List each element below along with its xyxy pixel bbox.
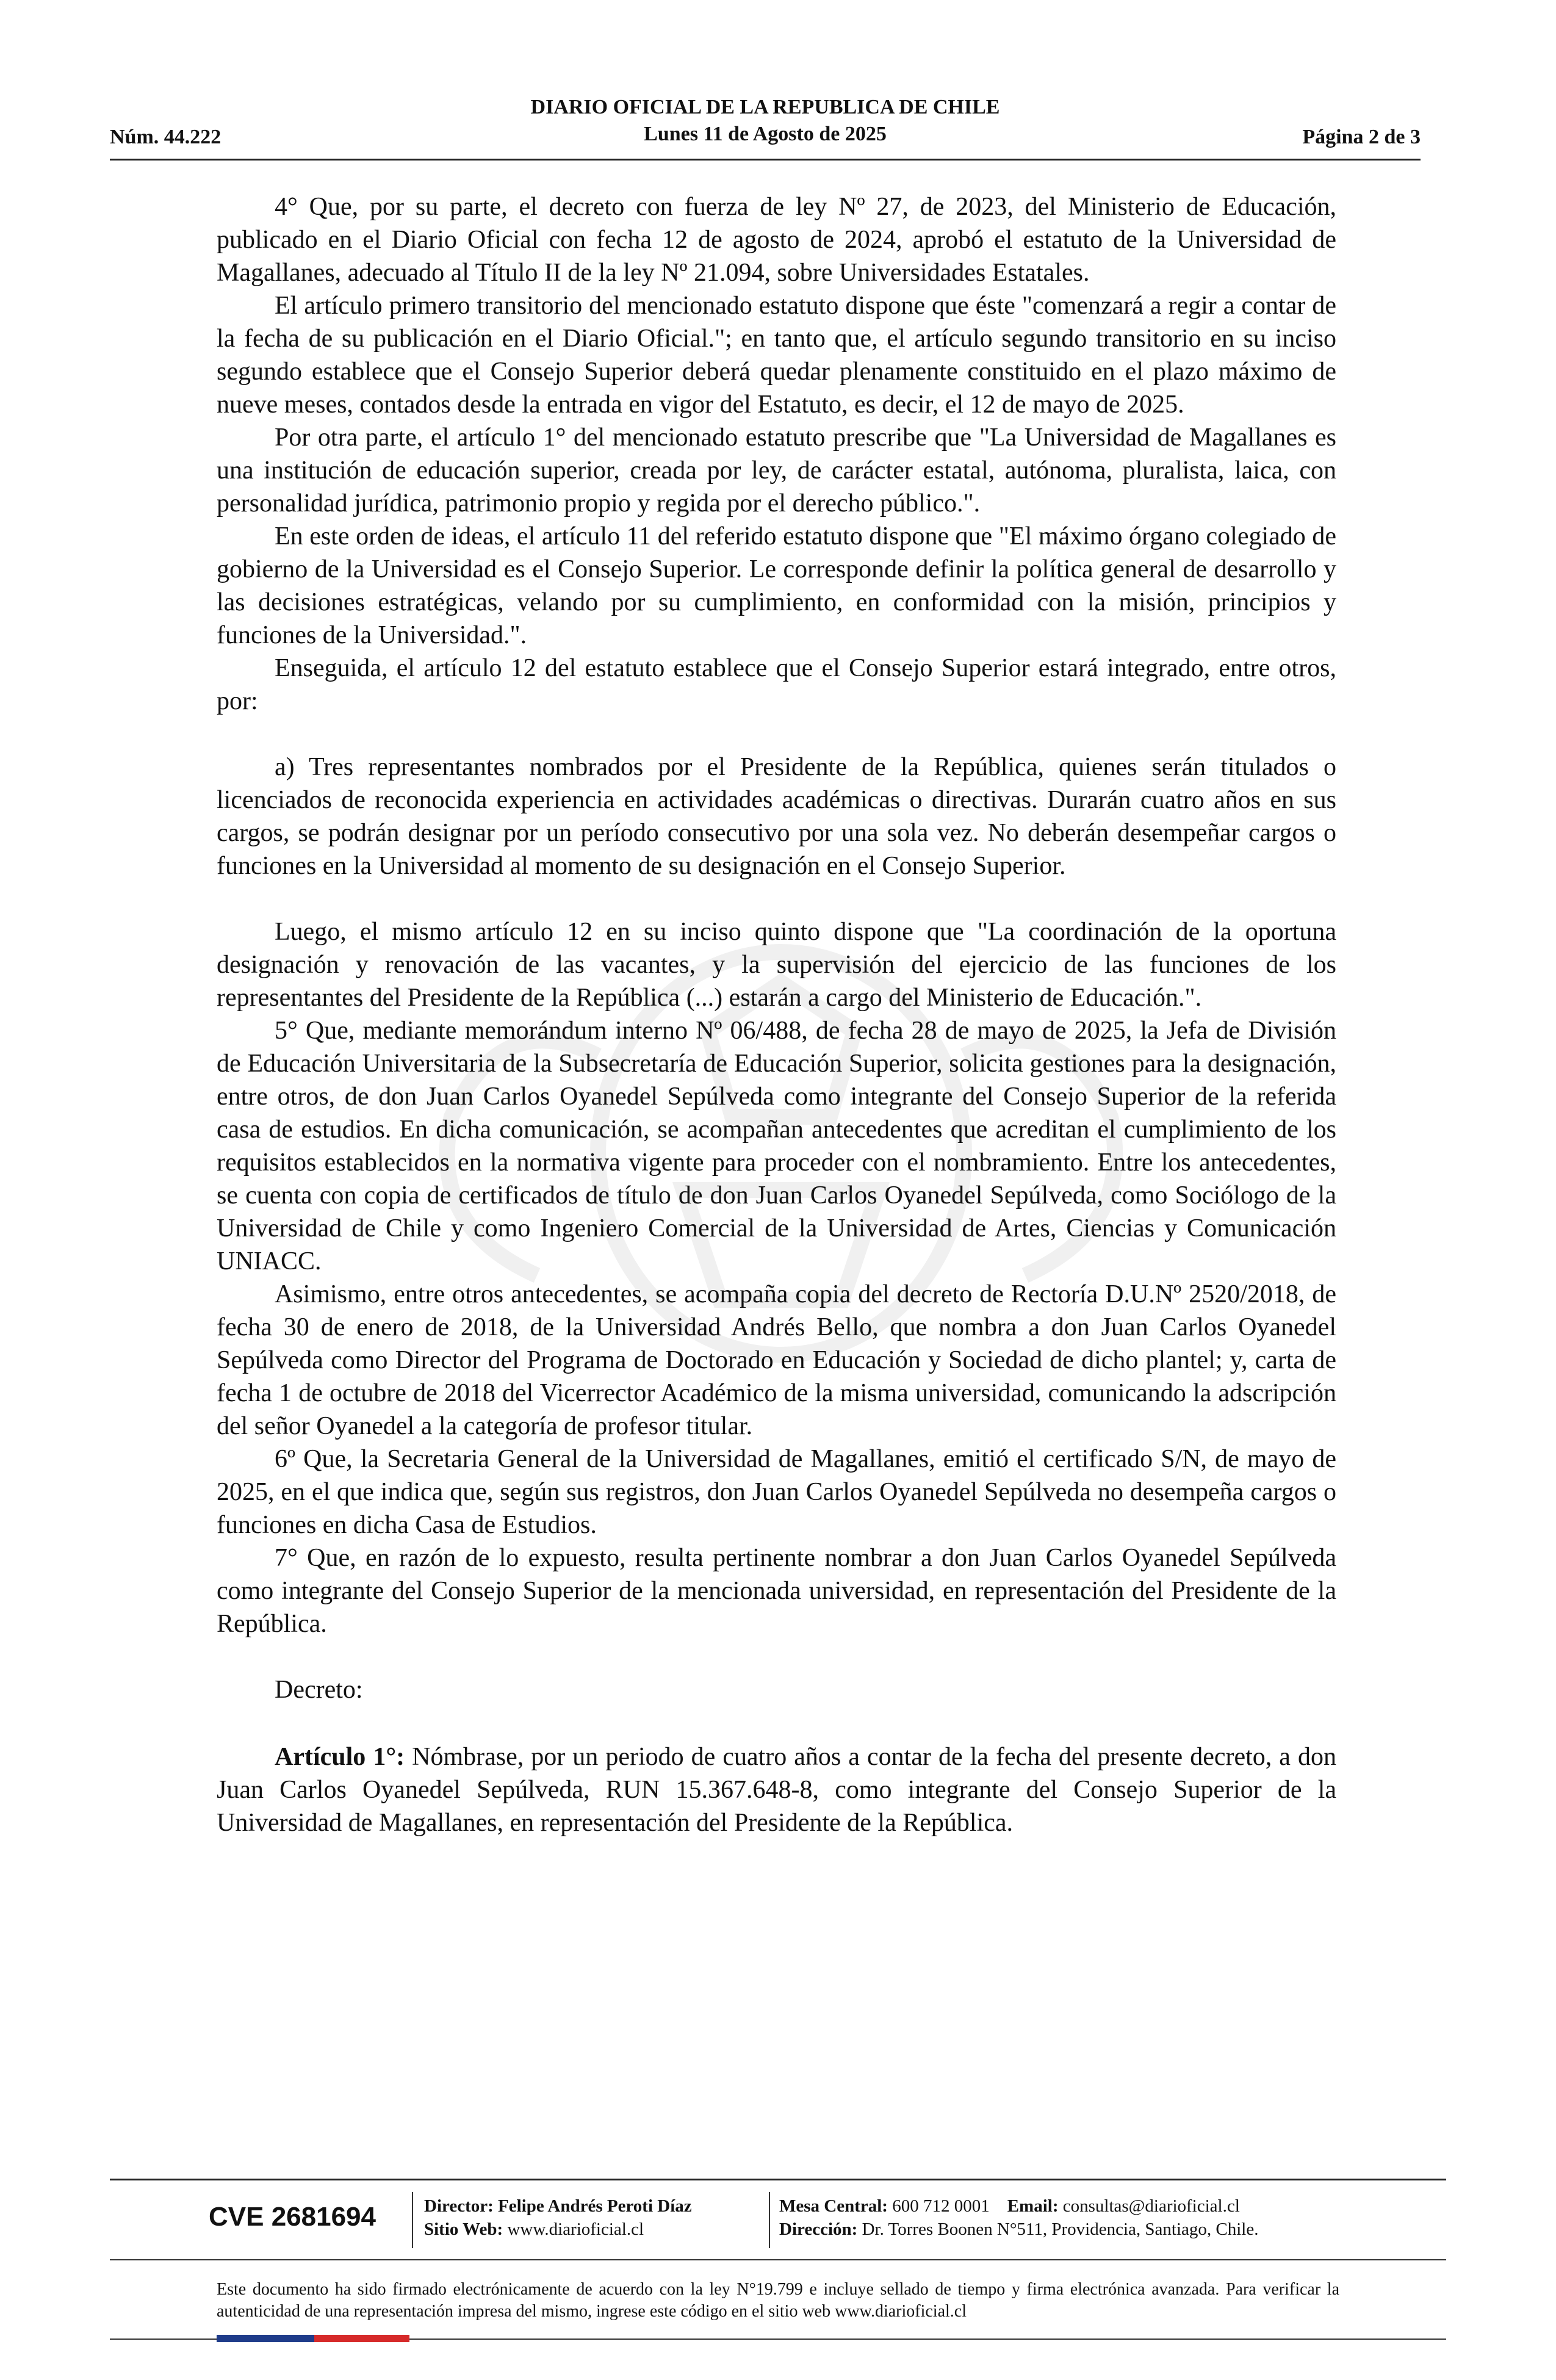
footer-contact-block bbox=[779, 2194, 1258, 2241]
article-1-label: Artículo 1°: bbox=[275, 1743, 405, 1771]
document-body bbox=[217, 190, 1336, 1839]
paragraph-articulo-1: Por otra parte, el artículo 1° del mencionado estatuto prescribe que "La Universidad de Magallanes es una institución de educación superior, creada por ley, de carácter estatal, autónoma, pluralista, laica, con personalidad jurídica, patrimonio propio y regida por el derecho público.". bbox=[217, 424, 1336, 517]
footer-divider bbox=[412, 2192, 413, 2248]
chile-flag-stripe bbox=[217, 2335, 409, 2342]
director-label: Director: bbox=[424, 2196, 494, 2216]
header-center bbox=[110, 94, 1421, 148]
legal-notice: Este documento ha sido firmado electrónicamente de acuerdo con la ley N°19.799 e incluye sellado de tiempo y firma electrónica avanzada. Para verificar la autenticidad de una representación impresa del mismo, ingrese este código en el sitio web www.diarioficial.cl bbox=[217, 2280, 1339, 2321]
paragraph-considerando-7: 7° Que, en razón de lo expuesto, resulta pertinente nombrar a don Juan Carlos Oyanedel Sepúlveda como integrante del Consejo Superior de la mencionada universidad, en representación del Presidente de la República. bbox=[217, 1544, 1336, 1638]
website-link[interactable]: www.diarioficial.cl bbox=[507, 2220, 644, 2239]
footer-divider bbox=[769, 2192, 770, 2248]
flag-red-stripe bbox=[314, 2335, 409, 2342]
mesa-phone: 600 712 0001 bbox=[892, 2196, 990, 2216]
paragraph-considerando-6: 6º Que, la Secretaria General de la Universidad de Magallanes, emitió el certificado S/N, de mayo de 2025, en el que indica que, según sus registros, don Juan Carlos Oyanedel Sepúlveda no desempeña cargos o funciones en dicha Casa de Estudios. bbox=[217, 1445, 1336, 1539]
cve-code: CVE 2681694 bbox=[209, 2202, 376, 2232]
paragraph-articulo-12: Enseguida, el artículo 12 del estatuto establece que el Consejo Superior estará integrado, entre otros, por: bbox=[217, 654, 1336, 715]
article-1-text: Nómbrase, por un periodo de cuatro años a contar de la fecha del presente decreto, a don Juan Carlos Oyanedel Sepúlveda, RUN 15.367.648-8, como integrante del Consejo Superior de la Universidad de Magallanes, en representación del Presidente de la República. bbox=[217, 1743, 1336, 1837]
issue-number: Núm. 44.222 bbox=[110, 126, 222, 148]
paragraph-letra-a: a) Tres representantes nombrados por el Presidente de la República, quienes serán titulados o licenciados de reconocida experiencia en actividades académicas o directivas. Durarán cuatro años en sus cargos, se podrán designar por un período consecutivo por una sola vez. No deberán desempeñar cargos o funciones en la Universidad al momento de su designación en el Consejo Superior. bbox=[217, 753, 1336, 880]
page-header bbox=[110, 93, 1421, 160]
decreto-heading: Decreto: bbox=[275, 1676, 363, 1704]
paragraph-transitorio: El artículo primero transitorio del mencionado estatuto dispone que éste "comenzará a regir a contar de la fecha de su publicación en el Diario Oficial."; en tanto que, el artículo segundo transitorio en su inciso segundo establece que el Consejo Superior deberá quedar plenamente constituido en el plazo máximo de nueve meses, contados desde la entrada en vigor del Estatuto, es decir, el 12 de mayo de 2025. bbox=[217, 292, 1336, 419]
mesa-label: Mesa Central: bbox=[779, 2196, 888, 2216]
article-1 bbox=[217, 1740, 1336, 1839]
paragraph-considerando-4: 4° Que, por su parte, el decreto con fuerza de ley Nº 27, de 2023, del Ministerio de Educación, publicado en el Diario Oficial con fecha 12 de agosto de 2024, aprobó el estatuto de la Universidad de Magallanes, adecuado al Título II de la ley Nº 21.094, sobre Universidades Estatales. bbox=[217, 193, 1336, 287]
flag-blue-stripe bbox=[217, 2335, 314, 2342]
newspaper-title: DIARIO OFICIAL DE LA REPUBLICA DE CHILE bbox=[530, 96, 1000, 118]
footer-top-rule bbox=[110, 2179, 1446, 2180]
address-label: Dirección: bbox=[779, 2220, 858, 2239]
paragraph-considerando-5: 5° Que, mediante memorándum interno Nº 06/488, de fecha 28 de mayo de 2025, la Jefa de División de Educación Universitaria de la Subsecretaría de Educación Superior, solicita gestiones para la designación, entre otros, de don Juan Carlos Oyanedel Sepúlveda como integrante del Consejo Superior de la referida casa de estudios. En dicha comunicación, se acompañan antecedentes que acreditan el cumplimiento de los requisitos establecidos en la normativa vigente para proceder con el nombramiento. Entre los antecedentes, se cuenta con copia de certificados de título de don Juan Carlos Oyanedel Sepúlveda, como Sociólogo de la Universidad de Chile y como Ingeniero Comercial de la Universidad de Artes, Ciencias y Comunicación UNIACC. bbox=[217, 1017, 1336, 1275]
director-name: Felipe Andrés Peroti Díaz bbox=[498, 2196, 692, 2216]
footer-director-block bbox=[424, 2194, 692, 2241]
address-text: Dr. Torres Boonen N°511, Providencia, Santiago, Chile. bbox=[862, 2220, 1259, 2239]
email-link[interactable]: consultas@diarioficial.cl bbox=[1062, 2196, 1240, 2216]
website-label: Sitio Web: bbox=[424, 2220, 503, 2239]
paragraph-asimismo: Asimismo, entre otros antecedentes, se acompaña copia del decreto de Rectoría D.U.Nº 2520/2018, de fecha 30 de enero de 2018, de la Universidad Andrés Bello, que nombra a don Juan Carlos Oyanedel Sepúlveda como Director del Programa de Doctorado en Educación y Sociedad de dicho plantel; y, carta de fecha 1 de octubre de 2018 del Vicerrector Académico de la misma universidad, comunicando la adscripción del señor Oyanedel a la categoría de profesor titular. bbox=[217, 1280, 1336, 1440]
footer-mid-rule bbox=[110, 2259, 1446, 2260]
paragraph-inciso-quinto: Luego, el mismo artículo 12 en su inciso quinto dispone que "La coordinación de la oportuna designación y renovación de las vacantes, y la supervisión del ejercicio de las funciones de los representantes del Presidente de la República (...) estarán a cargo del Ministerio de Educación.". bbox=[217, 918, 1336, 1012]
page-number: Página 2 de 3 bbox=[1302, 126, 1421, 148]
paragraph-articulo-11: En este orden de ideas, el artículo 11 del referido estatuto dispone que "El máximo órgano colegiado de gobierno de la Universidad es el Consejo Superior. Le corresponde definir la política general de desarrollo y las decisiones estratégicas, velando por su cumplimiento, en conformidad con la misión, principios y funciones de la Universidad.". bbox=[217, 522, 1336, 649]
email-label: Email: bbox=[1007, 2196, 1059, 2216]
issue-date: Lunes 11 de Agosto de 2025 bbox=[644, 123, 887, 145]
